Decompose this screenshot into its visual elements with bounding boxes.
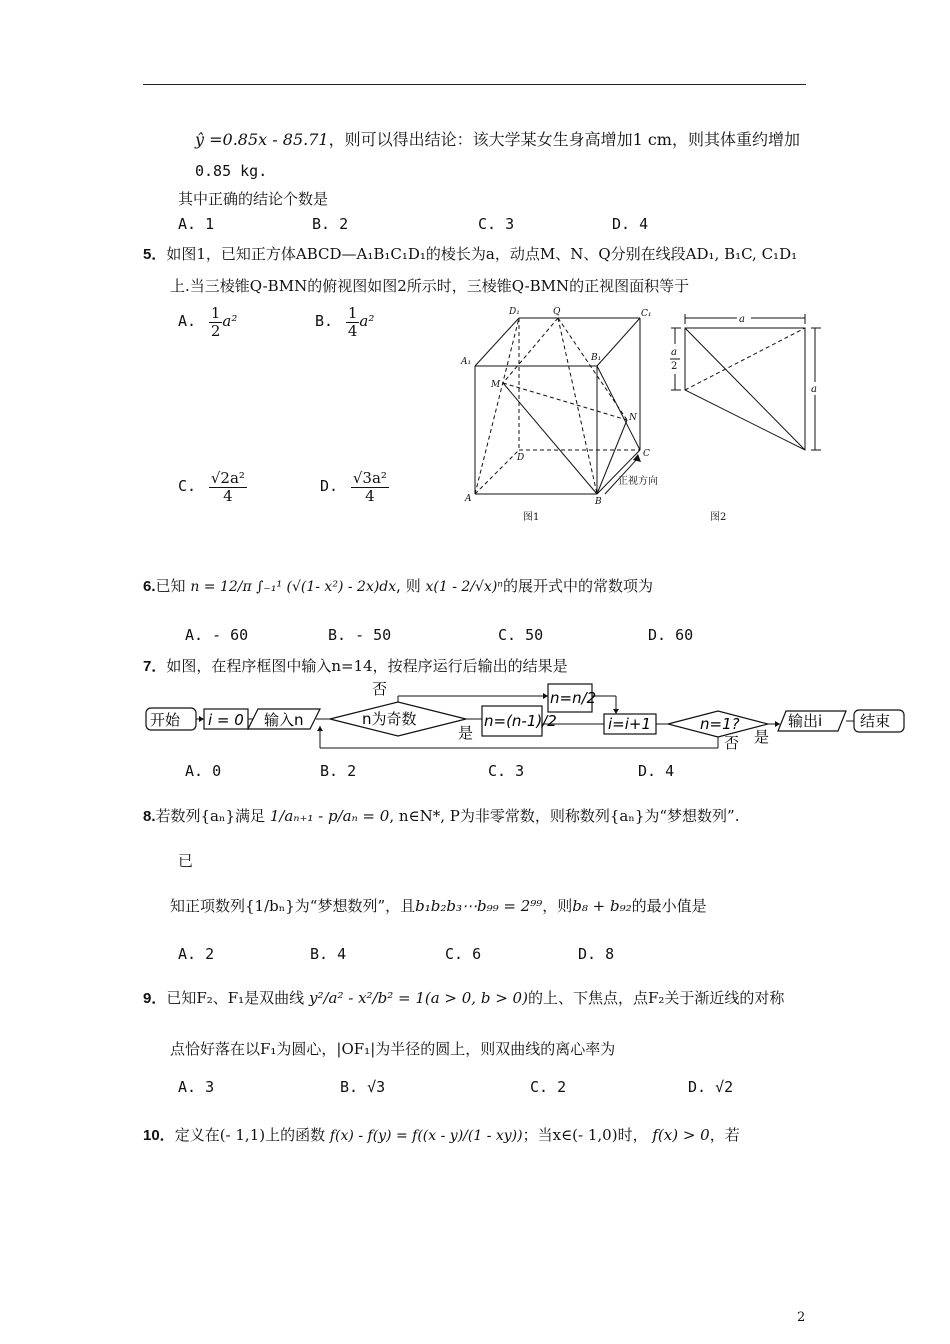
fig1-label-d: D <box>517 453 525 463</box>
view-direction-arrow-icon <box>633 454 641 462</box>
flow-init-text: i = 0 <box>208 711 244 729</box>
q7-option-d: D. 4 <box>638 762 675 780</box>
flow-output-text: 输出i <box>788 712 823 730</box>
fig1-label-a1: A₁ <box>461 357 472 367</box>
q10-text-pre: 定义在(- 1,1)上的函数 <box>174 1126 326 1144</box>
flow-inc-text: i=i+1 <box>608 715 652 733</box>
flow-odd-text: n=(n-1)/2 <box>484 712 557 730</box>
flow-end-text: 结束 <box>860 712 891 730</box>
q8-option-b: B. 4 <box>310 945 347 963</box>
figure-1-cube <box>455 302 678 527</box>
q8-line3 <box>170 895 707 916</box>
view-direction-label: 正视方向 <box>618 476 658 487</box>
fig1-label-n: N <box>629 413 637 423</box>
q8-target-expr: b₈ + b₉₂ <box>572 897 632 915</box>
q7-text: 如图，在程序框图中输入n=14，按程序运行后输出的结果是 <box>166 657 568 675</box>
q10-text-mid: ；当x∈(- 1,0)时， <box>522 1126 648 1144</box>
fig2-top-a: a <box>739 314 745 325</box>
q6-text-pre: 已知 <box>155 577 186 595</box>
q4-conclusion-text: ，则可以得出结论：该大学某女生身高增加1 cm，则其体重约增加 <box>328 130 800 149</box>
flow-cond1-text: n为奇数 <box>362 710 417 728</box>
q6-option-b: B. - 50 <box>328 626 392 644</box>
fig2-right-a: a <box>811 384 817 395</box>
q9-number: 9． <box>143 990 167 1007</box>
q10-line <box>143 1124 740 1145</box>
q10-text-post: ，若 <box>709 1126 740 1144</box>
q9-text-post: 的上、下焦点，点F₂关于渐近线的对称 <box>527 989 785 1007</box>
page-number: 2 <box>797 1310 806 1325</box>
flow-yes1-label: 是 <box>458 724 474 742</box>
fig2-left-den: 2 <box>671 361 678 372</box>
figure-2-top-view <box>665 310 830 525</box>
fig1-label-d1: D₁ <box>509 307 520 317</box>
fig1-label-c: C <box>643 449 650 459</box>
flow-arrow-3-icon <box>613 709 619 714</box>
q8-option-c: C. 6 <box>445 945 482 963</box>
q9-line2: 点恰好落在以F₁为圆心，|OF₁|为半径的圆上，则双曲线的离心率为 <box>170 1040 616 1058</box>
q7-option-b: B. 2 <box>320 762 357 780</box>
q4-line2: 0.85 kg. <box>195 162 268 180</box>
q5-option-a: A. $\frac{1}{2}$ a² <box>178 304 238 340</box>
q8-text-3post: ，则 <box>542 897 573 915</box>
q4-option-d: D. 4 <box>612 215 649 233</box>
flow-half-text: n=n/2 <box>550 689 597 707</box>
q4-option-c: C. 3 <box>478 215 515 233</box>
fig1-label-q: Q <box>553 307 561 317</box>
q4-question: 其中正确的结论个数是 <box>178 190 329 208</box>
flow-no2-label: 否 <box>724 734 740 752</box>
figure-1-caption: 图1 <box>523 512 540 523</box>
q6-option-c: C. 50 <box>498 626 544 644</box>
q5-number: 5． <box>143 246 167 263</box>
q8-line2: 已 <box>178 852 194 870</box>
q8-text-3pre: 知正项数列{1/bₙ}为“梦想数列”，且 <box>170 897 416 915</box>
q5-line2: 上.当三棱锥Q-BMN的俯视图如图2所示时，三棱锥Q-BMN的正视图面积等于 <box>170 277 690 295</box>
flow-start-text: 开始 <box>150 711 181 729</box>
q6-binomial-expr: x(1 - 2/√x)ⁿ <box>425 579 503 595</box>
q6-text-post: 的展开式中的常数项为 <box>502 577 653 595</box>
q7-option-c: C. 3 <box>488 762 525 780</box>
flow-cond2-text: n=1? <box>700 715 740 733</box>
q9-line1 <box>143 987 784 1008</box>
q8-line1 <box>143 805 740 826</box>
q4-option-b: B. 2 <box>312 215 349 233</box>
regression-equation: ŷ =0.85x - 85.71 <box>195 130 329 149</box>
q8-text-pre: 若数列{aₙ}满足 <box>155 807 266 825</box>
q7-line <box>143 655 568 676</box>
fig1-label-b: B <box>595 497 602 507</box>
fig1-label-b1: B₁ <box>591 353 602 363</box>
q5-text1: 如图1，已知正方体ABCD—A₁B₁C₁D₁的棱长为a，动点M、N、Q分别在线段AD₁, B₁C, C₁D₁ <box>166 245 798 263</box>
q8-option-d: D. 8 <box>578 945 615 963</box>
flow-arrow-2-icon <box>543 693 548 699</box>
q8-text-post: , n∈N*, P为非零常数，则称数列{aₙ}为“梦想数列”. <box>389 807 740 825</box>
fig1-label-a: A <box>465 494 472 504</box>
flow-no1-label: 否 <box>372 680 388 698</box>
fig1-label-m: M <box>491 380 501 390</box>
q8-option-a: A. 2 <box>178 945 215 963</box>
q6-number: 6. <box>143 578 156 595</box>
q8-formula: 1/aₙ₊₁ - p/aₙ = 0 <box>269 807 390 825</box>
q7-option-a: A. 0 <box>185 762 222 780</box>
q9-option-c: C. 2 <box>530 1078 567 1096</box>
q10-condition: f(x) > 0 <box>652 1126 710 1144</box>
q5-option-d: D. $\frac{\text{√3a²}}{4}$ <box>320 469 387 505</box>
q9-option-d: D. √2 <box>688 1078 734 1096</box>
q6-line <box>143 575 653 596</box>
flow-arrow-5-icon <box>317 726 323 731</box>
q7-number: 7． <box>143 658 167 675</box>
flow-arrow-4-icon <box>775 721 780 727</box>
q8-text-3end: 的最小值是 <box>631 897 707 915</box>
q6-text-mid: , 则 <box>396 577 421 595</box>
q4-option-a: A. 1 <box>178 215 215 233</box>
q5-line1 <box>143 243 797 264</box>
q7-flowchart <box>140 680 910 760</box>
q8-number: 8. <box>143 808 156 825</box>
q10-functional-eq: f(x) - f(y) = f((x - y)/(1 - xy)) <box>329 1128 523 1144</box>
flow-input-text: 输入n <box>264 711 304 729</box>
flow-arrow-1-icon <box>199 716 204 722</box>
fig2-left-num: a <box>671 347 677 358</box>
q9-text-pre: 已知F₂、F₁是双曲线 <box>166 989 305 1007</box>
q5-option-c: C. $\frac{\text{√2a²}}{4}$ <box>178 469 245 505</box>
q9-option-a: A. 3 <box>178 1078 215 1096</box>
fig1-label-c1: C₁ <box>641 309 652 319</box>
q9-option-b: B. √3 <box>340 1078 386 1096</box>
q6-option-d: D. 60 <box>648 626 694 644</box>
flow-yes2-label: 是 <box>754 728 770 746</box>
q6-formula-n: n = 12/π ∫₋₁¹ (√(1- x²) - 2x)dx <box>190 579 397 595</box>
q10-number: 10． <box>143 1127 175 1144</box>
q5-option-b: B. $\frac{1}{4}$ a² <box>315 304 375 340</box>
header-rule <box>143 84 806 85</box>
q6-option-a: A. - 60 <box>185 626 249 644</box>
q8-product-eq: b₁b₂b₃⋯b₉₉ = 2⁹⁹ <box>415 897 543 915</box>
figure-2-caption: 图2 <box>710 512 727 523</box>
q4-regression-line <box>195 127 800 150</box>
q9-hyperbola-eq: y²/a² - x²/b² = 1(a > 0, b > 0) <box>308 989 528 1007</box>
